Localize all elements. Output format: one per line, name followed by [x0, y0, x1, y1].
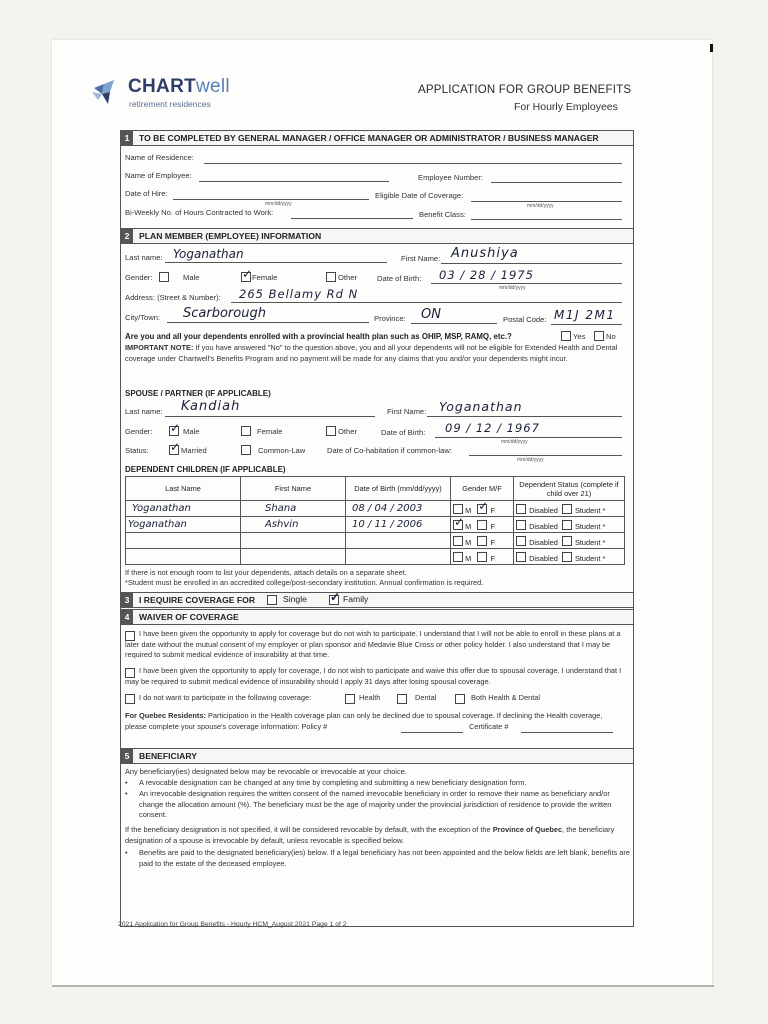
bullet-icon: •: [125, 789, 128, 798]
child-dob[interactable]: 10 / 11 / 2006: [346, 517, 451, 533]
spouse-other-checkbox[interactable]: [326, 426, 336, 436]
first-name-label: First Name:: [401, 254, 441, 263]
bullet-1-text: A revocable designation can be changed at any time by completing and submitting a new beneficiary designation form.: [139, 778, 527, 787]
waiver-dental-label: Dental: [415, 693, 437, 702]
col-dob: Date of Birth (mm/dd/yyyy): [346, 477, 451, 501]
section-title: BENEFICIARY: [139, 751, 197, 761]
city-label: City/Town:: [125, 313, 161, 322]
first-name-value: Anushiya: [451, 246, 519, 261]
gender-male-label: Male: [183, 273, 200, 282]
section-5-header: [121, 748, 633, 764]
provincial-no-checkbox[interactable]: [594, 331, 604, 341]
section-number: 5: [121, 749, 133, 763]
child-disabled-checkbox[interactable]: [516, 536, 526, 546]
spouse-first-name-field[interactable]: [427, 416, 622, 417]
child-f-label: F: [490, 505, 495, 515]
child-f-label: F: [490, 553, 495, 563]
children-heading: DEPENDENT CHILDREN (IF APPLICABLE): [125, 465, 286, 474]
residence-label: Name of Residence:: [125, 153, 194, 162]
scan-edge-mark: [710, 44, 713, 52]
child-first-name[interactable]: Ashvin: [241, 517, 346, 533]
table-row: [126, 501, 625, 517]
hire-date-label: Date of Hire:: [125, 189, 168, 198]
child-f-checkbox[interactable]: [477, 520, 487, 530]
waiver-3-text: I do not want to participate in the following coverage:: [139, 693, 312, 702]
province-value: ON: [421, 307, 441, 322]
table-row: [126, 549, 625, 565]
child-student-checkbox[interactable]: [562, 536, 572, 546]
residence-field[interactable]: [204, 163, 622, 164]
provincial-question: Are you and all your dependents enrolled with a provincial health plan such as OHIP, MSP, RAMQ, etc.?: [125, 332, 512, 341]
waiver-health-checkbox[interactable]: [345, 694, 355, 704]
quebec-body: Participation in the Health coverage plan can only be declined due to spousal coverage. If declining the Health coverage, please complete your spouse's coverage information: Policy #: [125, 711, 603, 731]
important-note-text: If you have answered "No" to the question above, you and all your dependents will not be eligible for Extended Health and Dental coverage under Chartwell's Benefits Program and no payment will be made for any claims that you and/or your dependents might incur.: [125, 343, 618, 363]
first-name-field[interactable]: [441, 263, 622, 264]
table-row: [126, 517, 625, 533]
status-common-law-checkbox[interactable]: [241, 445, 251, 455]
gender-male-checkbox[interactable]: [159, 272, 169, 282]
waiver-both-label: Both Health & Dental: [471, 693, 541, 702]
child-first-name[interactable]: [241, 533, 346, 549]
child-student-checkbox[interactable]: [562, 504, 572, 514]
spouse-first-name-label: First Name:: [387, 407, 427, 416]
child-student-checkbox[interactable]: [562, 520, 572, 530]
eligible-date-label: Eligible Date of Coverage:: [375, 191, 464, 200]
child-f-checkbox[interactable]: [477, 552, 487, 562]
gender-label: Gender:: [125, 273, 153, 282]
col-last-name: Last Name: [126, 477, 241, 501]
hire-date-format: mm/dd/yyyy: [265, 201, 292, 207]
spouse-last-name-label: Last name:: [125, 407, 163, 416]
child-disabled-checkbox[interactable]: [516, 520, 526, 530]
child-student-label: Student *: [574, 553, 606, 563]
postal-code-value: M1J 2M1: [554, 308, 616, 322]
scan-edge-line: [52, 985, 714, 987]
child-m-checkbox[interactable]: [453, 552, 463, 562]
gender-female-checkbox[interactable]: [241, 272, 251, 282]
child-first-name[interactable]: [241, 549, 346, 565]
spouse-other-label: Other: [338, 427, 357, 436]
bullet-3-text: Benefits are paid to the designated beneficiary(ies) below. If a legal beneficiary has not been appointed and the below fields are left blank, benefits are paid to the estate of the deceased employee.: [139, 848, 630, 868]
section-number: 4: [121, 610, 133, 624]
section-number: 2: [121, 229, 133, 243]
beneficiary-intro: Any beneficiary(ies) designated below may be revocable or irrevocable at your choice.: [125, 767, 407, 776]
child-gender-cell: [451, 517, 514, 533]
dob-field[interactable]: [431, 283, 622, 284]
section-number: 1: [121, 131, 133, 145]
child-disabled-label: Disabled: [529, 505, 558, 515]
waiver-both-checkbox[interactable]: [455, 694, 465, 704]
status-common-law-label: Common-Law: [258, 446, 306, 455]
section-title: PLAN MEMBER (EMPLOYEE) INFORMATION: [139, 231, 322, 241]
eligible-date-format: mm/dd/yyyy: [527, 203, 554, 209]
province-field[interactable]: [411, 323, 497, 324]
child-m-label: M: [465, 537, 472, 547]
spouse-female-checkbox[interactable]: [241, 426, 251, 436]
waiver-1-text: I have been given the opportunity to apply for coverage but do not wish to participate. I understand that I will not be able to enroll in these plans at a later date without the mutual consent of my employer or plan sponsor and Medavie Blue Cross or other policy holder. I also understand that I may be required to submit medical evidence of insurability at that time.: [125, 629, 621, 659]
section-4-header: [121, 609, 633, 625]
bullet-2-text: An irrevocable designation requires the written consent of the named irrevocable beneficiary in order to remove their name as beneficiary and/or change the allocation amount (%). The beneficiary must be the age of majority under the provincial jurisdiction of residence to provide the written consent.: [139, 789, 612, 819]
gender-other-checkbox[interactable]: [326, 272, 336, 282]
important-note: [125, 343, 625, 364]
spouse-dob-field[interactable]: [435, 437, 622, 438]
logo-tagline: retirement residences: [129, 99, 211, 109]
spouse-gender-label: Gender:: [125, 427, 153, 436]
provincial-yes-label: Yes: [573, 332, 586, 341]
bullet-icon: •: [125, 848, 128, 857]
child-m-checkbox[interactable]: [453, 504, 463, 514]
child-status-cell: [514, 517, 625, 533]
child-student-label: Student *: [574, 537, 606, 547]
child-last-name[interactable]: [126, 549, 241, 565]
section-title: TO BE COMPLETED BY GENERAL MANAGER / OFFICE MANAGER OR ADMINISTRATOR / BUSINESS MANAGER: [139, 133, 599, 143]
waiver-2-text: I have been given the opportunity to apply for coverage, I do not wish to participate and waive this offer due to spousal coverage. I understand that I may be required to submit medical evidence of insurability should I apply 31 days after losing spousal coverage.: [125, 666, 622, 686]
form-title: APPLICATION FOR GROUP BENEFITS: [418, 84, 632, 96]
spouse-last-name-field[interactable]: [165, 416, 375, 417]
child-f-checkbox[interactable]: [477, 536, 487, 546]
provincial-no-label: No: [606, 332, 616, 341]
employee-name-field[interactable]: [199, 181, 389, 182]
address-value: 265 Bellamy Rd N: [239, 287, 359, 301]
benefit-class-label: Benefit Class:: [419, 210, 466, 219]
address-label: Address: (Street & Number):: [125, 293, 221, 302]
quebec-label: For Quebec Residents:: [125, 711, 206, 720]
benefit-class-field[interactable]: [471, 219, 622, 220]
beneficiary-bullet-2: [125, 789, 635, 821]
child-status-cell: [514, 533, 625, 549]
child-first-name[interactable]: Shana: [241, 501, 346, 517]
chartwell-logo: [90, 76, 126, 108]
page-footer: 2021 Application for Group Benefits - Hourly HCM_August 2021 Page 1 of 2: [118, 921, 347, 928]
child-m-checkbox[interactable]: [453, 520, 463, 530]
child-m-label: M: [465, 521, 472, 531]
spouse-dob-value: 09 / 12 / 1967: [445, 421, 540, 435]
gender-female-label: Female: [252, 273, 278, 282]
default-para-bold: Province of Quebec: [492, 825, 563, 834]
employee-number-label: Employee Number:: [418, 173, 483, 182]
eligible-date-field[interactable]: [471, 201, 622, 202]
gender-other-label: Other: [338, 273, 357, 282]
child-f-checkbox[interactable]: [477, 504, 487, 514]
dependents-note: If there is not enough room to list your dependents, attach details on a separate sheet.: [125, 568, 407, 577]
employee-number-field[interactable]: [491, 182, 622, 183]
child-status-cell: [514, 549, 625, 565]
child-f-label: F: [490, 521, 495, 531]
coverage-single-label: Single: [283, 594, 307, 604]
logo-wordmark: [128, 76, 230, 98]
child-disabled-checkbox[interactable]: [516, 504, 526, 514]
child-dob[interactable]: [346, 533, 451, 549]
child-f-label: F: [490, 537, 495, 547]
child-dob[interactable]: 08 / 04 / 2003: [346, 501, 451, 517]
table-header-row: [126, 477, 625, 501]
child-gender-cell: [451, 549, 514, 565]
child-student-checkbox[interactable]: [562, 552, 572, 562]
child-m-label: M: [465, 553, 472, 563]
section-title: WAIVER OF COVERAGE: [139, 612, 239, 622]
logo-brand-light: well: [196, 76, 230, 97]
last-name-field[interactable]: [165, 262, 387, 263]
status-label: Status:: [125, 446, 149, 455]
spouse-dob-label: Date of Birth:: [381, 428, 426, 437]
table-row: [126, 533, 625, 549]
hours-field[interactable]: [291, 218, 413, 219]
cohabitation-label: Date of Co-habitation if common-law:: [327, 446, 452, 455]
hire-date-field[interactable]: [173, 199, 369, 200]
child-status-cell: [514, 501, 625, 517]
cohabitation-field[interactable]: [469, 455, 622, 456]
policy-number-field[interactable]: [401, 732, 463, 733]
address-field[interactable]: [231, 302, 622, 303]
section-number: 3: [121, 593, 133, 607]
section-1-header: [121, 130, 633, 146]
dob-label: Date of Birth:: [377, 274, 422, 283]
spouse-male-label: Male: [183, 427, 200, 436]
beneficiary-bullet-1: [125, 778, 625, 789]
col-first-name: First Name: [241, 477, 346, 501]
last-name-value: Yoganathan: [173, 247, 244, 261]
child-disabled-label: Disabled: [529, 521, 558, 531]
child-student-label: Student *: [574, 521, 606, 531]
child-last-name[interactable]: [126, 533, 241, 549]
province-label: Province:: [374, 314, 406, 323]
spouse-first-name-value: Yoganathan: [439, 399, 523, 414]
provincial-yes-checkbox[interactable]: [561, 331, 571, 341]
beneficiary-bullet-3: [125, 848, 635, 869]
beneficiary-default-para: [125, 825, 625, 846]
spouse-last-name-value: Kandiah: [181, 399, 241, 414]
child-m-checkbox[interactable]: [453, 536, 463, 546]
coverage-family-label: Family: [343, 594, 369, 604]
certificate-label: Certificate #: [469, 722, 509, 731]
postal-code-field[interactable]: [551, 324, 622, 325]
child-student-label: Student *: [574, 505, 606, 515]
child-disabled-checkbox[interactable]: [516, 552, 526, 562]
col-dependent-status: Dependent Status (complete if child over 21): [514, 477, 625, 501]
child-disabled-label: Disabled: [529, 553, 558, 563]
child-m-label: M: [465, 505, 472, 515]
col-gender: Gender M/F: [451, 477, 514, 501]
child-last-name[interactable]: Yoganathan: [126, 501, 241, 517]
section-title: I REQUIRE COVERAGE FOR: [139, 595, 256, 605]
waiver-dental-checkbox[interactable]: [397, 694, 407, 704]
spouse-female-label: Female: [257, 427, 283, 436]
child-gender-cell: [451, 533, 514, 549]
waiver-health-label: Health: [359, 693, 381, 702]
default-para-a: If the beneficiary designation is not specified, it will be considered revocable by default, with the exception of the: [125, 825, 491, 834]
form-subtitle: For Hourly Employees: [514, 101, 618, 113]
city-field[interactable]: [167, 322, 369, 323]
default-para-b: , the beneficiary designation of a spouse is irrevocable by default, unless revocable is specified below.: [125, 825, 615, 845]
child-last-name[interactable]: Yoganathan: [126, 517, 241, 533]
dependent-children-table: [125, 476, 625, 565]
spouse-heading: SPOUSE / PARTNER (IF APPLICABLE): [125, 389, 271, 398]
coverage-family-checkbox[interactable]: [329, 595, 339, 605]
dob-value: 03 / 28 / 1975: [439, 268, 534, 282]
cohabitation-format: mm/dd/yyyy: [517, 457, 544, 463]
employee-name-label: Name of Employee:: [125, 171, 192, 180]
last-name-label: Last name:: [125, 253, 163, 262]
logo-brand-bold: CHART: [128, 76, 196, 97]
section-2-header: [121, 228, 633, 244]
waiver-3-checkbox[interactable]: [125, 694, 135, 704]
student-note: *Student must be enrolled in an accredited college/post-secondary institution. Annual confirmation is required.: [125, 578, 484, 587]
postal-code-label: Postal Code:: [503, 315, 547, 324]
hours-label: Bi-Weekly No. of Hours Contracted to Work:: [125, 208, 274, 217]
city-value: Scarborough: [183, 306, 266, 321]
certificate-number-field[interactable]: [521, 732, 613, 733]
form-body: [120, 130, 634, 927]
spouse-male-checkbox[interactable]: [169, 426, 179, 436]
section-3-header: [121, 592, 633, 608]
bullet-icon: •: [125, 778, 128, 787]
spouse-dob-format: mm/dd/yyyy: [501, 439, 528, 445]
child-dob[interactable]: [346, 549, 451, 565]
child-disabled-label: Disabled: [529, 537, 558, 547]
coverage-single-checkbox[interactable]: [267, 595, 277, 605]
form-page: [52, 40, 712, 985]
logo-mark-icon: [90, 76, 126, 108]
important-note-label: IMPORTANT NOTE:: [125, 343, 194, 352]
dob-format: mm/dd/yyyy: [499, 285, 526, 291]
status-married-checkbox[interactable]: [169, 445, 179, 455]
status-married-label: Married: [181, 446, 207, 455]
quebec-text: [125, 711, 625, 732]
